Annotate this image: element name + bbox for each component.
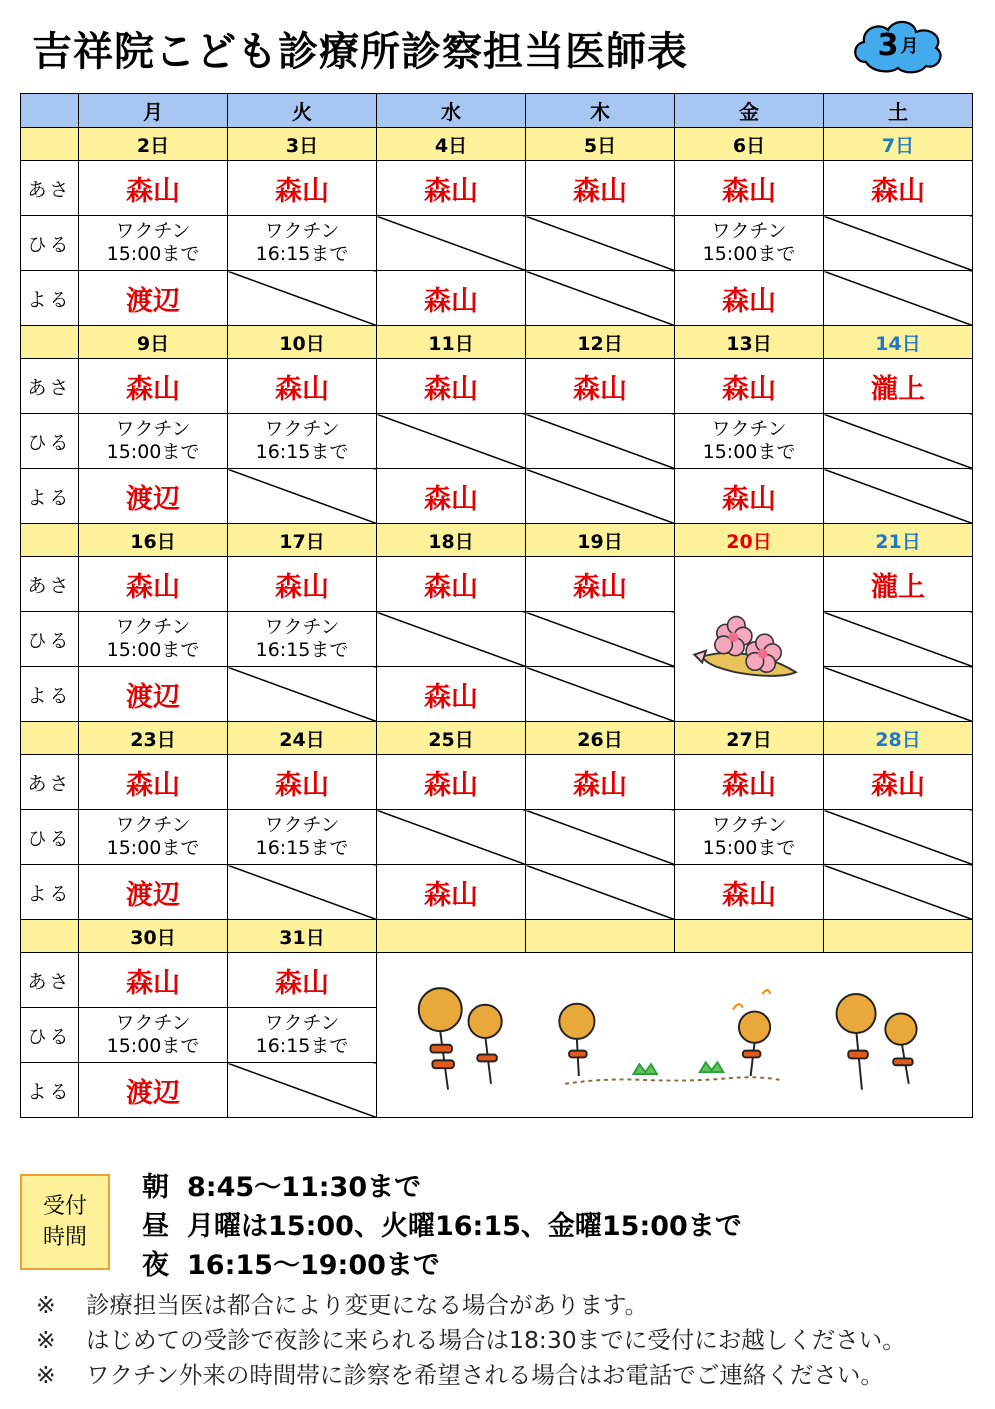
doctor-name: 森山	[424, 681, 478, 713]
note-item	[36, 1323, 906, 1358]
date-corner-cell	[21, 326, 79, 359]
doctor-cell	[377, 271, 526, 326]
reception-hours	[142, 1168, 742, 1285]
vaccine-cell	[79, 216, 228, 271]
vaccine-cell	[675, 810, 824, 865]
doctor-cell	[526, 359, 675, 414]
slot-label: あさ	[21, 557, 79, 612]
doctor-cell	[228, 953, 377, 1008]
slot-label: ひる	[21, 810, 79, 865]
doctor-name: 森山	[275, 769, 329, 801]
date-cell	[675, 920, 824, 953]
slot-label: よる	[21, 667, 79, 722]
slot-row-evening	[21, 865, 973, 920]
vaccine-label: ワクチン	[264, 220, 340, 242]
date-cell: 26日	[526, 722, 675, 755]
vaccine-cell	[228, 612, 377, 667]
doctor-cell	[228, 755, 377, 810]
doctor-name: 森山	[275, 967, 329, 999]
doctor-cell	[79, 953, 228, 1008]
doctor-cell	[79, 359, 228, 414]
doctor-cell	[79, 865, 228, 920]
doctor-cell	[526, 557, 675, 612]
doctor-name: 森山	[722, 175, 776, 207]
vaccine-label: ワクチン	[711, 814, 787, 836]
doctor-name: 森山	[424, 175, 478, 207]
vaccine-cell	[228, 1008, 377, 1063]
empty-slot-cell	[824, 469, 973, 524]
date-cell	[377, 920, 526, 953]
vaccine-label: ワクチン	[264, 418, 340, 440]
doctor-name: 渡辺	[126, 483, 180, 515]
month-label	[848, 14, 948, 76]
doctor-cell	[79, 667, 228, 722]
date-cell: 27日	[675, 722, 824, 755]
empty-slot-cell	[526, 667, 675, 722]
empty-slot-cell	[526, 612, 675, 667]
month-number: 3	[877, 27, 899, 63]
date-cell: 3日	[228, 128, 377, 161]
doctor-name: 森山	[722, 373, 776, 405]
vaccine-cell	[228, 216, 377, 271]
date-cell	[526, 920, 675, 953]
plum-blossom-icon	[675, 557, 823, 721]
empty-slot-cell	[526, 414, 675, 469]
empty-slot-cell	[824, 216, 973, 271]
empty-slot-cell	[377, 810, 526, 865]
date-cell: 21日	[824, 524, 973, 557]
date-cell: 28日	[824, 722, 973, 755]
vaccine-time: 15:00まで	[106, 441, 200, 463]
empty-slot-cell	[228, 271, 377, 326]
doctor-name: 瀧上	[871, 571, 925, 603]
vaccine-time: 16:15まで	[255, 837, 349, 859]
weekday-header: 木	[526, 94, 675, 128]
date-corner-cell	[21, 524, 79, 557]
empty-slot-cell	[228, 469, 377, 524]
doctor-cell	[675, 755, 824, 810]
doctor-cell	[824, 359, 973, 414]
note-mark: ※	[36, 1326, 56, 1354]
date-row	[21, 326, 973, 359]
hours-value: 16:15～19:00まで	[187, 1250, 440, 1281]
vaccine-cell	[79, 810, 228, 865]
doctor-cell	[675, 359, 824, 414]
doctor-name: 森山	[126, 967, 180, 999]
vaccine-cell	[79, 612, 228, 667]
vaccine-label: ワクチン	[711, 220, 787, 242]
vaccine-label: ワクチン	[264, 1012, 340, 1034]
doctor-cell	[228, 557, 377, 612]
date-cell: 2日	[79, 128, 228, 161]
vaccine-time: 16:15まで	[255, 441, 349, 463]
vaccine-label: ワクチン	[115, 220, 191, 242]
slot-label: あさ	[21, 161, 79, 216]
vaccine-time: 15:00まで	[702, 441, 796, 463]
doctor-cell	[79, 755, 228, 810]
empty-slot-cell	[526, 865, 675, 920]
date-cell: 19日	[526, 524, 675, 557]
empty-slot-cell	[824, 414, 973, 469]
empty-slot-cell	[377, 612, 526, 667]
weekday-header: 土	[824, 94, 973, 128]
doctor-cell	[526, 161, 675, 216]
date-cell: 20日	[675, 524, 824, 557]
doctor-name: 瀧上	[871, 373, 925, 405]
vaccine-cell	[675, 414, 824, 469]
doctor-name: 森山	[275, 175, 329, 207]
doctor-name: 森山	[126, 175, 180, 207]
date-corner-cell	[21, 920, 79, 953]
date-cell: 16日	[79, 524, 228, 557]
reception-label-line: 受付	[42, 1194, 87, 1219]
weekday-header: 水	[377, 94, 526, 128]
date-cell: 31日	[228, 920, 377, 953]
doctor-cell	[79, 1063, 228, 1118]
slot-label: ひる	[21, 1008, 79, 1063]
doctor-cell	[377, 667, 526, 722]
note-text: ワクチン外来の時間帯に診察を希望される場合はお電話でご連絡ください。	[86, 1361, 884, 1389]
slot-row-noon	[21, 612, 973, 667]
empty-slot-cell	[824, 667, 973, 722]
doctor-cell	[675, 161, 824, 216]
slot-row-morning	[21, 755, 973, 810]
slot-label: ひる	[21, 612, 79, 667]
reception-hours-label-box	[20, 1174, 110, 1270]
date-cell: 12日	[526, 326, 675, 359]
doctor-cell	[824, 557, 973, 612]
vaccine-label: ワクチン	[115, 616, 191, 638]
slot-label: よる	[21, 865, 79, 920]
doctor-cell	[377, 161, 526, 216]
doctor-name: 森山	[424, 285, 478, 317]
vaccine-time: 16:15まで	[255, 1035, 349, 1057]
vaccine-time: 15:00まで	[702, 243, 796, 265]
hours-key: 夜	[142, 1250, 169, 1281]
doctor-name: 渡辺	[126, 285, 180, 317]
empty-slot-cell	[377, 216, 526, 271]
slot-row-morning	[21, 557, 973, 612]
empty-slot-cell	[824, 612, 973, 667]
note-text: 診療担当医は都合により変更になる場合があります。	[86, 1291, 649, 1319]
vaccine-label: ワクチン	[115, 1012, 191, 1034]
date-cell: 7日	[824, 128, 973, 161]
doctor-cell	[675, 271, 824, 326]
date-cell: 25日	[377, 722, 526, 755]
slot-row-noon	[21, 216, 973, 271]
date-cell	[824, 920, 973, 953]
date-cell: 6日	[675, 128, 824, 161]
doctor-name: 森山	[871, 175, 925, 207]
doctor-cell	[79, 161, 228, 216]
date-corner-cell	[21, 722, 79, 755]
slot-row-morning	[21, 161, 973, 216]
doctor-cell	[377, 359, 526, 414]
weekday-header: 金	[675, 94, 824, 128]
month-badge	[848, 14, 948, 76]
doctor-cell	[675, 469, 824, 524]
vaccine-time: 16:15まで	[255, 639, 349, 661]
vaccine-cell	[228, 810, 377, 865]
doctor-name: 森山	[722, 769, 776, 801]
doctor-cell	[824, 755, 973, 810]
vaccine-cell	[79, 414, 228, 469]
vaccine-cell	[675, 216, 824, 271]
doctor-cell	[228, 359, 377, 414]
hours-row-evening	[142, 1246, 742, 1285]
doctor-name: 森山	[722, 285, 776, 317]
hours-key: 朝	[142, 1172, 169, 1203]
doctor-name: 森山	[275, 373, 329, 405]
vaccine-time: 15:00まで	[106, 639, 200, 661]
date-row	[21, 524, 973, 557]
doctor-cell	[824, 161, 973, 216]
weekday-header: 月	[79, 94, 228, 128]
vaccine-cell	[79, 1008, 228, 1063]
doctor-name: 森山	[871, 769, 925, 801]
vaccine-time: 15:00まで	[106, 837, 200, 859]
doctor-name: 森山	[424, 373, 478, 405]
doctor-name: 渡辺	[126, 681, 180, 713]
date-corner-cell	[21, 128, 79, 161]
doctor-name: 森山	[424, 769, 478, 801]
page-title: 吉祥院こども診療所診察担当医師表	[32, 29, 688, 75]
corner-cell	[21, 94, 79, 128]
hours-row-morning	[142, 1168, 742, 1207]
doctor-name: 森山	[424, 879, 478, 911]
schedule-body	[21, 94, 973, 1118]
vaccine-time: 15:00まで	[702, 837, 796, 859]
doctor-cell	[79, 469, 228, 524]
empty-slot-cell	[824, 865, 973, 920]
date-cell: 10日	[228, 326, 377, 359]
date-row	[21, 722, 973, 755]
vaccine-time: 15:00まで	[106, 243, 200, 265]
empty-slot-cell	[377, 414, 526, 469]
doctor-name: 森山	[573, 373, 627, 405]
date-row	[21, 920, 973, 953]
date-cell: 24日	[228, 722, 377, 755]
dango-decoration-cell	[377, 953, 973, 1118]
doctor-cell	[675, 865, 824, 920]
doctor-name: 森山	[424, 571, 478, 603]
vaccine-label: ワクチン	[264, 814, 340, 836]
vaccine-label: ワクチン	[115, 418, 191, 440]
doctor-cell	[79, 557, 228, 612]
doctor-cell	[377, 755, 526, 810]
empty-slot-cell	[526, 469, 675, 524]
note-item	[36, 1288, 906, 1323]
empty-slot-cell	[824, 810, 973, 865]
doctor-schedule-table	[20, 93, 973, 1118]
date-cell: 18日	[377, 524, 526, 557]
month-suffix: 月	[900, 36, 919, 57]
doctor-cell	[377, 557, 526, 612]
date-cell: 5日	[526, 128, 675, 161]
note-mark: ※	[36, 1291, 56, 1319]
empty-slot-cell	[526, 810, 675, 865]
hours-row-noon	[142, 1207, 742, 1246]
slot-row-evening	[21, 271, 973, 326]
doctor-name: 森山	[573, 769, 627, 801]
doctor-name: 森山	[573, 571, 627, 603]
doctor-cell	[377, 865, 526, 920]
doctor-name: 森山	[722, 483, 776, 515]
date-cell: 17日	[228, 524, 377, 557]
doctor-name: 森山	[573, 175, 627, 207]
slot-row-evening	[21, 469, 973, 524]
notes	[36, 1288, 906, 1393]
date-row	[21, 128, 973, 161]
slot-label: あさ	[21, 755, 79, 810]
doctor-cell	[79, 271, 228, 326]
date-cell: 9日	[79, 326, 228, 359]
weekday-header-row	[21, 94, 973, 128]
empty-slot-cell	[526, 216, 675, 271]
weekday-header: 火	[228, 94, 377, 128]
slot-label: ひる	[21, 414, 79, 469]
slot-row-morning	[21, 953, 973, 1008]
date-cell: 13日	[675, 326, 824, 359]
holiday-cell	[675, 557, 824, 722]
doctor-name: 渡辺	[126, 879, 180, 911]
vaccine-time: 15:00まで	[106, 1035, 200, 1057]
doctor-cell	[377, 469, 526, 524]
date-cell: 23日	[79, 722, 228, 755]
vaccine-cell	[228, 414, 377, 469]
empty-slot-cell	[526, 271, 675, 326]
doctor-name: 森山	[126, 571, 180, 603]
slot-label: よる	[21, 271, 79, 326]
doctor-name: 渡辺	[126, 1077, 180, 1109]
empty-slot-cell	[824, 271, 973, 326]
slot-label: あさ	[21, 359, 79, 414]
date-cell: 4日	[377, 128, 526, 161]
note-mark: ※	[36, 1361, 56, 1389]
empty-slot-cell	[228, 667, 377, 722]
hours-key: 昼	[142, 1211, 169, 1242]
empty-slot-cell	[228, 865, 377, 920]
doctor-cell	[228, 161, 377, 216]
vaccine-label: ワクチン	[711, 418, 787, 440]
vaccine-label: ワクチン	[115, 814, 191, 836]
hours-value: 8:45～11:30まで	[187, 1172, 422, 1203]
slot-row-noon	[21, 810, 973, 865]
slot-label: よる	[21, 469, 79, 524]
slot-label: あさ	[21, 953, 79, 1008]
vaccine-label: ワクチン	[264, 616, 340, 638]
doctor-name: 森山	[275, 571, 329, 603]
slot-row-evening	[21, 667, 973, 722]
reception-label-line: 時間	[42, 1225, 87, 1250]
note-text: はじめての受診で夜診に来られる場合は18:30までに受付にお越しください。	[86, 1326, 906, 1354]
doctor-name: 森山	[126, 769, 180, 801]
dango-characters-icon	[377, 953, 972, 1117]
slot-row-morning	[21, 359, 973, 414]
doctor-name: 森山	[126, 373, 180, 405]
date-cell: 30日	[79, 920, 228, 953]
vaccine-time: 16:15まで	[255, 243, 349, 265]
doctor-cell	[526, 755, 675, 810]
empty-slot-cell	[228, 1063, 377, 1118]
slot-label: よる	[21, 1063, 79, 1118]
doctor-name: 森山	[424, 483, 478, 515]
slot-row-noon	[21, 414, 973, 469]
date-cell: 11日	[377, 326, 526, 359]
slot-label: ひる	[21, 216, 79, 271]
date-cell: 14日	[824, 326, 973, 359]
doctor-name: 森山	[722, 879, 776, 911]
note-item	[36, 1358, 906, 1393]
hours-value: 月曜は15:00、火曜16:15、金曜15:00まで	[187, 1211, 742, 1242]
